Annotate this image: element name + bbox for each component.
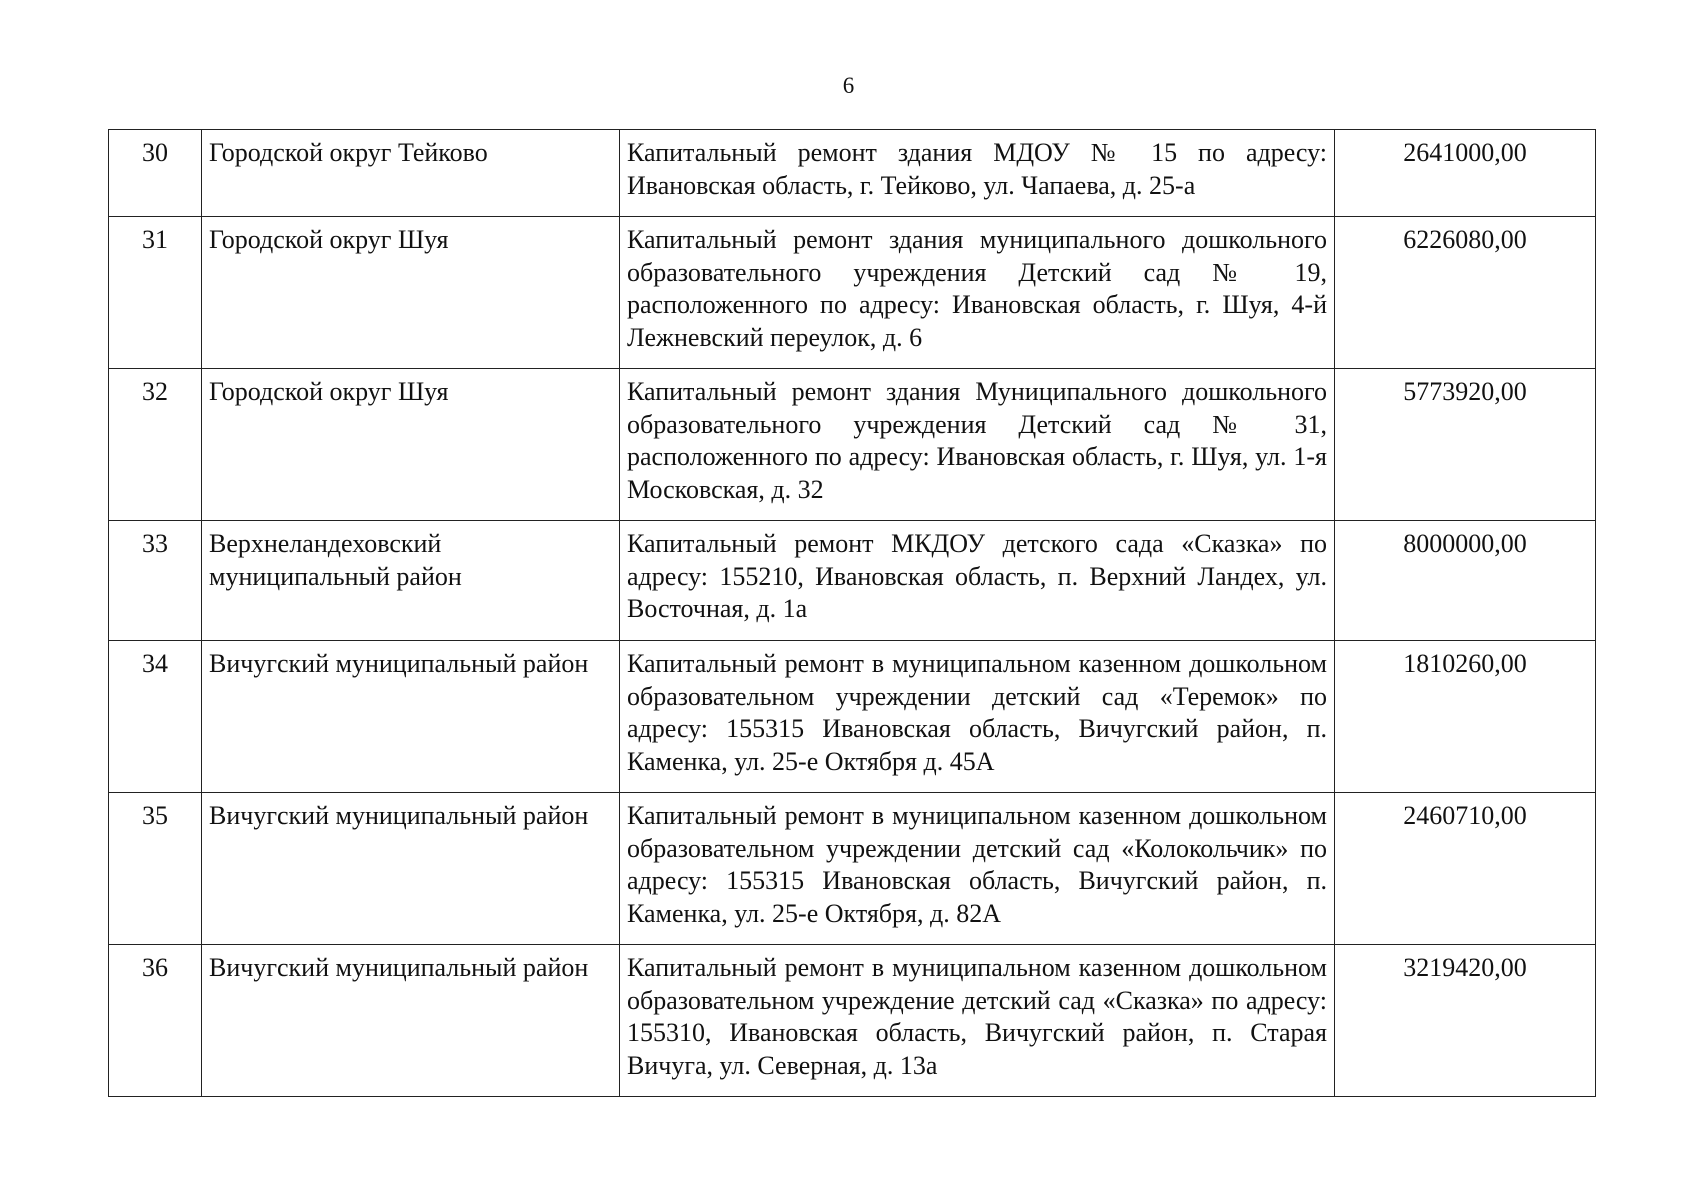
objects-table bbox=[108, 129, 1596, 1097]
row-number: 36 bbox=[109, 945, 202, 1097]
municipality-name: Вичугский муниципальный район bbox=[202, 945, 620, 1097]
table-row bbox=[109, 217, 1596, 369]
row-number: 33 bbox=[109, 521, 202, 641]
object-description: Капитальный ремонт здания Муниципального дошкольного образовательного учреждения Детский сад № 31, расположенного по адресу: Ивановская область, г. Шуя, ул. 1-я Московская, д. 32 bbox=[620, 369, 1335, 521]
object-description: Капитальный ремонт в муниципальном казенном дошкольном образовательном учреждение детский сад «Сказка» по адресу: 155310, Ивановская область, Вичугский район, п. Старая Вичуга, ул. Северная, д. 13а bbox=[620, 945, 1335, 1097]
page-number: 6 bbox=[842, 73, 855, 98]
object-description: Капитальный ремонт МКДОУ детского сада «Сказка» по адресу: 155210, Ивановская область, п. Верхний Ландех, ул. Восточная, д. 1а bbox=[620, 521, 1335, 641]
funding-amount: 3219420,00 bbox=[1335, 945, 1596, 1097]
municipality-name: Верхнеландеховский муниципальный район bbox=[202, 521, 620, 641]
row-number: 31 bbox=[109, 217, 202, 369]
funding-amount: 8000000,00 bbox=[1335, 521, 1596, 641]
object-description: Капитальный ремонт здания муниципального дошкольного образовательного учреждения Детский сад № 19, расположенного по адресу: Ивановская область, г. Шуя, 4-й Лежневский переулок, д. 6 bbox=[620, 217, 1335, 369]
object-description: Капитальный ремонт в муниципальном казенном дошкольном образовательном учреждении детский сад «Теремок» по адресу: 155315 Ивановская область, Вичугский район, п. Каменка, ул. 25-е Октября д. 45А bbox=[620, 641, 1335, 793]
municipality-name: Вичугский муниципальный район bbox=[202, 793, 620, 945]
municipality-name: Городской округ Шуя bbox=[202, 217, 620, 369]
row-number: 30 bbox=[109, 130, 202, 217]
row-number: 34 bbox=[109, 641, 202, 793]
municipality-name: Городской округ Тейково bbox=[202, 130, 620, 217]
table-row bbox=[109, 945, 1596, 1097]
funding-amount: 6226080,00 bbox=[1335, 217, 1596, 369]
municipality-name: Вичугский муниципальный район bbox=[202, 641, 620, 793]
funding-amount: 5773920,00 bbox=[1335, 369, 1596, 521]
object-description: Капитальный ремонт здания МДОУ № 15 по адресу: Ивановская область, г. Тейково, ул. Чапаева, д. 25-а bbox=[620, 130, 1335, 217]
funding-amount: 1810260,00 bbox=[1335, 641, 1596, 793]
row-number: 35 bbox=[109, 793, 202, 945]
table-row bbox=[109, 130, 1596, 217]
object-description: Капитальный ремонт в муниципальном казенном дошкольном образовательном учреждении детский сад «Колокольчик» по адресу: 155315 Ивановская область, Вичугский район, п. Каменка, ул. 25-е Октября, д. 82А bbox=[620, 793, 1335, 945]
table-row bbox=[109, 521, 1596, 641]
municipality-name: Городской округ Шуя bbox=[202, 369, 620, 521]
table-row bbox=[109, 793, 1596, 945]
funding-amount: 2460710,00 bbox=[1335, 793, 1596, 945]
row-number: 32 bbox=[109, 369, 202, 521]
table-row bbox=[109, 641, 1596, 793]
table-row bbox=[109, 369, 1596, 521]
funding-amount: 2641000,00 bbox=[1335, 130, 1596, 217]
